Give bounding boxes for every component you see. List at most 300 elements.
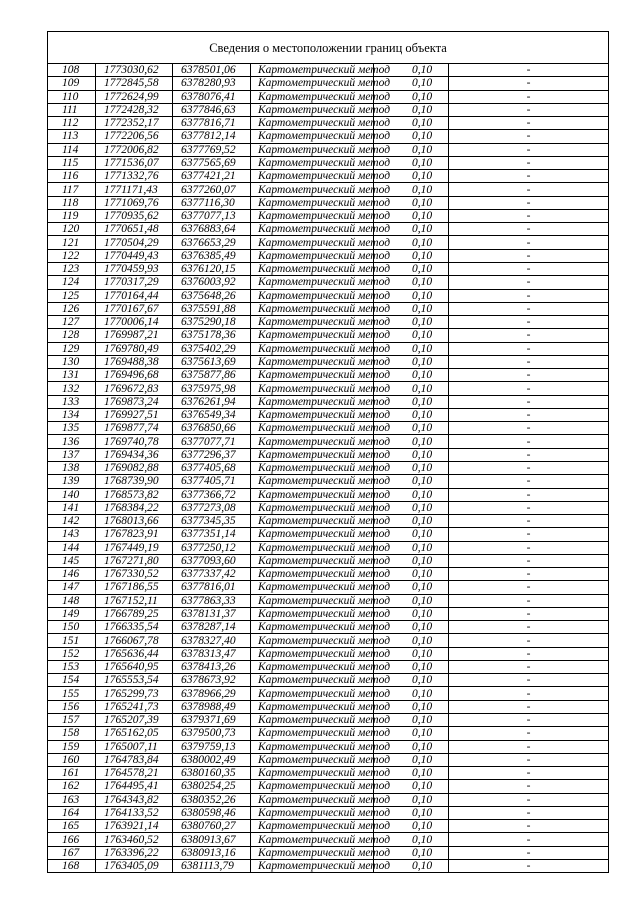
y-coordinate-cell: 6380598,46 xyxy=(173,806,251,819)
method-cell: Картометрический метод xyxy=(251,302,374,315)
x-coordinate-cell: 1765207,39 xyxy=(96,714,173,727)
y-coordinate-cell: 6377405,68 xyxy=(173,461,251,474)
x-coordinate-cell: 1766789,25 xyxy=(96,607,173,620)
note-cell: - xyxy=(449,581,609,594)
point-number-cell: 135 xyxy=(48,422,96,435)
table-row xyxy=(48,276,609,289)
method-cell: Картометрический метод xyxy=(251,196,374,209)
method-cell: Картометрический метод xyxy=(251,767,374,780)
point-number-cell: 109 xyxy=(48,77,96,90)
accuracy-cell: 0,10 xyxy=(374,249,449,262)
x-coordinate-cell: 1770459,93 xyxy=(96,262,173,275)
point-number-cell: 149 xyxy=(48,607,96,620)
y-coordinate-cell: 6377093,60 xyxy=(173,554,251,567)
method-cell: Картометрический метод xyxy=(251,316,374,329)
y-coordinate-cell: 6378327,40 xyxy=(173,634,251,647)
y-coordinate-cell: 6379371,69 xyxy=(173,714,251,727)
method-cell: Картометрический метод xyxy=(251,714,374,727)
table-row xyxy=(48,780,609,793)
table-row xyxy=(48,355,609,368)
x-coordinate-cell: 1769496,68 xyxy=(96,369,173,382)
note-cell: - xyxy=(449,196,609,209)
accuracy-cell: 0,10 xyxy=(374,382,449,395)
note-cell: - xyxy=(449,714,609,727)
y-coordinate-cell: 6381113,79 xyxy=(173,859,251,872)
accuracy-cell: 0,10 xyxy=(374,369,449,382)
accuracy-cell: 0,10 xyxy=(374,660,449,673)
point-number-cell: 113 xyxy=(48,130,96,143)
table-row xyxy=(48,621,609,634)
note-cell: - xyxy=(449,302,609,315)
method-cell: Картометрический метод xyxy=(251,488,374,501)
point-number-cell: 150 xyxy=(48,621,96,634)
note-cell: - xyxy=(449,276,609,289)
x-coordinate-cell: 1767330,52 xyxy=(96,568,173,581)
note-cell: - xyxy=(449,355,609,368)
note-cell: - xyxy=(449,528,609,541)
method-cell: Картометрический метод xyxy=(251,846,374,859)
accuracy-cell: 0,10 xyxy=(374,209,449,222)
accuracy-cell: 0,10 xyxy=(374,289,449,302)
point-number-cell: 111 xyxy=(48,103,96,116)
point-number-cell: 145 xyxy=(48,554,96,567)
y-coordinate-cell: 6378988,49 xyxy=(173,700,251,713)
note-cell: - xyxy=(449,249,609,262)
y-coordinate-cell: 6380760,27 xyxy=(173,820,251,833)
y-coordinate-cell: 6375648,26 xyxy=(173,289,251,302)
x-coordinate-cell: 1772428,32 xyxy=(96,103,173,116)
accuracy-cell: 0,10 xyxy=(374,90,449,103)
note-cell: - xyxy=(449,806,609,819)
x-coordinate-cell: 1767449,19 xyxy=(96,541,173,554)
method-cell: Картометрический метод xyxy=(251,554,374,567)
note-cell: - xyxy=(449,223,609,236)
y-coordinate-cell: 6376261,94 xyxy=(173,395,251,408)
table-row xyxy=(48,846,609,859)
point-number-cell: 108 xyxy=(48,64,96,77)
accuracy-cell: 0,10 xyxy=(374,846,449,859)
method-cell: Картометрический метод xyxy=(251,382,374,395)
note-cell: - xyxy=(449,395,609,408)
note-cell: - xyxy=(449,369,609,382)
note-cell: - xyxy=(449,634,609,647)
x-coordinate-cell: 1769873,24 xyxy=(96,395,173,408)
x-coordinate-cell: 1768384,22 xyxy=(96,501,173,514)
table-row xyxy=(48,859,609,872)
note-cell: - xyxy=(449,859,609,872)
accuracy-cell: 0,10 xyxy=(374,183,449,196)
point-number-cell: 152 xyxy=(48,647,96,660)
accuracy-cell: 0,10 xyxy=(374,196,449,209)
method-cell: Картометрический метод xyxy=(251,448,374,461)
x-coordinate-cell: 1771069,76 xyxy=(96,196,173,209)
method-cell: Картометрический метод xyxy=(251,833,374,846)
note-cell: - xyxy=(449,820,609,833)
accuracy-cell: 0,10 xyxy=(374,77,449,90)
table-row xyxy=(48,528,609,541)
method-cell: Картометрический метод xyxy=(251,594,374,607)
note-cell: - xyxy=(449,435,609,448)
table-row xyxy=(48,183,609,196)
point-number-cell: 128 xyxy=(48,329,96,342)
y-coordinate-cell: 6375613,69 xyxy=(173,355,251,368)
point-number-cell: 143 xyxy=(48,528,96,541)
method-cell: Картометрический метод xyxy=(251,700,374,713)
table-row xyxy=(48,700,609,713)
y-coordinate-cell: 6377345,35 xyxy=(173,515,251,528)
accuracy-cell: 0,10 xyxy=(374,634,449,647)
point-number-cell: 142 xyxy=(48,515,96,528)
x-coordinate-cell: 1769740,78 xyxy=(96,435,173,448)
note-cell: - xyxy=(449,156,609,169)
table-row xyxy=(48,209,609,222)
note-cell: - xyxy=(449,209,609,222)
table-row xyxy=(48,342,609,355)
point-number-cell: 167 xyxy=(48,846,96,859)
accuracy-cell: 0,10 xyxy=(374,435,449,448)
accuracy-cell: 0,10 xyxy=(374,740,449,753)
method-cell: Картометрический метод xyxy=(251,674,374,687)
x-coordinate-cell: 1765636,44 xyxy=(96,647,173,660)
x-coordinate-cell: 1773030,62 xyxy=(96,64,173,77)
point-number-cell: 158 xyxy=(48,727,96,740)
table-row xyxy=(48,448,609,461)
note-cell: - xyxy=(449,554,609,567)
x-coordinate-cell: 1770006,14 xyxy=(96,316,173,329)
point-number-cell: 166 xyxy=(48,833,96,846)
y-coordinate-cell: 6378280,93 xyxy=(173,77,251,90)
x-coordinate-cell: 1769672,83 xyxy=(96,382,173,395)
note-cell: - xyxy=(449,727,609,740)
point-number-cell: 155 xyxy=(48,687,96,700)
y-coordinate-cell: 6380254,25 xyxy=(173,780,251,793)
table-row xyxy=(48,196,609,209)
y-coordinate-cell: 6376549,34 xyxy=(173,408,251,421)
accuracy-cell: 0,10 xyxy=(374,793,449,806)
point-number-cell: 153 xyxy=(48,660,96,673)
x-coordinate-cell: 1763405,09 xyxy=(96,859,173,872)
method-cell: Картометрический метод xyxy=(251,209,374,222)
accuracy-cell: 0,10 xyxy=(374,236,449,249)
note-cell: - xyxy=(449,647,609,660)
accuracy-cell: 0,10 xyxy=(374,767,449,780)
accuracy-cell: 0,10 xyxy=(374,408,449,421)
method-cell: Картометрический метод xyxy=(251,461,374,474)
method-cell: Картометрический метод xyxy=(251,435,374,448)
method-cell: Картометрический метод xyxy=(251,236,374,249)
table-row xyxy=(48,833,609,846)
point-number-cell: 168 xyxy=(48,859,96,872)
accuracy-cell: 0,10 xyxy=(374,621,449,634)
point-number-cell: 164 xyxy=(48,806,96,819)
table-row xyxy=(48,223,609,236)
accuracy-cell: 0,10 xyxy=(374,156,449,169)
table-title-row xyxy=(48,32,609,64)
table-row xyxy=(48,475,609,488)
x-coordinate-cell: 1770167,67 xyxy=(96,302,173,315)
table-row xyxy=(48,594,609,607)
table-row xyxy=(48,541,609,554)
method-cell: Картометрический метод xyxy=(251,143,374,156)
x-coordinate-cell: 1770935,62 xyxy=(96,209,173,222)
accuracy-cell: 0,10 xyxy=(374,820,449,833)
y-coordinate-cell: 6377812,14 xyxy=(173,130,251,143)
point-number-cell: 129 xyxy=(48,342,96,355)
method-cell: Картометрический метод xyxy=(251,859,374,872)
point-number-cell: 114 xyxy=(48,143,96,156)
x-coordinate-cell: 1769434,36 xyxy=(96,448,173,461)
y-coordinate-cell: 6378131,37 xyxy=(173,607,251,620)
note-cell: - xyxy=(449,674,609,687)
table-row xyxy=(48,249,609,262)
y-coordinate-cell: 6377846,63 xyxy=(173,103,251,116)
point-number-cell: 121 xyxy=(48,236,96,249)
table-row xyxy=(48,302,609,315)
note-cell: - xyxy=(449,700,609,713)
y-coordinate-cell: 6380913,16 xyxy=(173,846,251,859)
note-cell: - xyxy=(449,408,609,421)
method-cell: Картометрический метод xyxy=(251,541,374,554)
point-number-cell: 136 xyxy=(48,435,96,448)
point-number-cell: 127 xyxy=(48,316,96,329)
point-number-cell: 112 xyxy=(48,117,96,130)
note-cell: - xyxy=(449,170,609,183)
table-row xyxy=(48,143,609,156)
y-coordinate-cell: 6376653,29 xyxy=(173,236,251,249)
y-coordinate-cell: 6377116,30 xyxy=(173,196,251,209)
y-coordinate-cell: 6378673,92 xyxy=(173,674,251,687)
accuracy-cell: 0,10 xyxy=(374,130,449,143)
table-row xyxy=(48,607,609,620)
point-number-cell: 122 xyxy=(48,249,96,262)
method-cell: Картометрический метод xyxy=(251,289,374,302)
x-coordinate-cell: 1769082,88 xyxy=(96,461,173,474)
method-cell: Картометрический метод xyxy=(251,621,374,634)
point-number-cell: 123 xyxy=(48,262,96,275)
y-coordinate-cell: 6378501,06 xyxy=(173,64,251,77)
note-cell: - xyxy=(449,130,609,143)
y-coordinate-cell: 6380352,26 xyxy=(173,793,251,806)
method-cell: Картометрический метод xyxy=(251,820,374,833)
table-row xyxy=(48,753,609,766)
note-cell: - xyxy=(449,77,609,90)
point-number-cell: 132 xyxy=(48,382,96,395)
x-coordinate-cell: 1770164,44 xyxy=(96,289,173,302)
x-coordinate-cell: 1765299,73 xyxy=(96,687,173,700)
point-number-cell: 115 xyxy=(48,156,96,169)
method-cell: Картометрический метод xyxy=(251,408,374,421)
point-number-cell: 159 xyxy=(48,740,96,753)
accuracy-cell: 0,10 xyxy=(374,674,449,687)
note-cell: - xyxy=(449,103,609,116)
table-row xyxy=(48,820,609,833)
y-coordinate-cell: 6379759,13 xyxy=(173,740,251,753)
table-row xyxy=(48,687,609,700)
table-row xyxy=(48,289,609,302)
x-coordinate-cell: 1764783,84 xyxy=(96,753,173,766)
note-cell: - xyxy=(449,143,609,156)
x-coordinate-cell: 1772206,56 xyxy=(96,130,173,143)
x-coordinate-cell: 1772006,82 xyxy=(96,143,173,156)
method-cell: Картометрический метод xyxy=(251,103,374,116)
method-cell: Картометрический метод xyxy=(251,64,374,77)
x-coordinate-cell: 1769780,49 xyxy=(96,342,173,355)
method-cell: Картометрический метод xyxy=(251,740,374,753)
x-coordinate-cell: 1772845,58 xyxy=(96,77,173,90)
method-cell: Картометрический метод xyxy=(251,634,374,647)
y-coordinate-cell: 6377565,69 xyxy=(173,156,251,169)
accuracy-cell: 0,10 xyxy=(374,687,449,700)
accuracy-cell: 0,10 xyxy=(374,422,449,435)
point-number-cell: 133 xyxy=(48,395,96,408)
y-coordinate-cell: 6377296,37 xyxy=(173,448,251,461)
note-cell: - xyxy=(449,501,609,514)
table-row xyxy=(48,316,609,329)
method-cell: Картометрический метод xyxy=(251,753,374,766)
method-cell: Картометрический метод xyxy=(251,793,374,806)
method-cell: Картометрический метод xyxy=(251,369,374,382)
table-row xyxy=(48,422,609,435)
x-coordinate-cell: 1764578,21 xyxy=(96,767,173,780)
y-coordinate-cell: 6375402,29 xyxy=(173,342,251,355)
point-number-cell: 116 xyxy=(48,170,96,183)
x-coordinate-cell: 1766335,54 xyxy=(96,621,173,634)
y-coordinate-cell: 6377077,13 xyxy=(173,209,251,222)
x-coordinate-cell: 1767271,80 xyxy=(96,554,173,567)
note-cell: - xyxy=(449,607,609,620)
point-number-cell: 117 xyxy=(48,183,96,196)
y-coordinate-cell: 6377077,71 xyxy=(173,435,251,448)
table-row xyxy=(48,369,609,382)
table-body xyxy=(48,64,609,873)
table-row xyxy=(48,117,609,130)
table-row xyxy=(48,170,609,183)
x-coordinate-cell: 1772352,17 xyxy=(96,117,173,130)
x-coordinate-cell: 1769488,38 xyxy=(96,355,173,368)
note-cell: - xyxy=(449,329,609,342)
y-coordinate-cell: 6377366,72 xyxy=(173,488,251,501)
note-cell: - xyxy=(449,780,609,793)
method-cell: Картометрический метод xyxy=(251,249,374,262)
table-row xyxy=(48,660,609,673)
method-cell: Картометрический метод xyxy=(251,223,374,236)
method-cell: Картометрический метод xyxy=(251,568,374,581)
x-coordinate-cell: 1765007,11 xyxy=(96,740,173,753)
x-coordinate-cell: 1770317,29 xyxy=(96,276,173,289)
accuracy-cell: 0,10 xyxy=(374,262,449,275)
y-coordinate-cell: 6380002,49 xyxy=(173,753,251,766)
x-coordinate-cell: 1763396,22 xyxy=(96,846,173,859)
accuracy-cell: 0,10 xyxy=(374,515,449,528)
point-number-cell: 156 xyxy=(48,700,96,713)
point-number-cell: 162 xyxy=(48,780,96,793)
method-cell: Картометрический метод xyxy=(251,395,374,408)
point-number-cell: 144 xyxy=(48,541,96,554)
accuracy-cell: 0,10 xyxy=(374,727,449,740)
x-coordinate-cell: 1770504,29 xyxy=(96,236,173,249)
table-row xyxy=(48,77,609,90)
note-cell: - xyxy=(449,568,609,581)
accuracy-cell: 0,10 xyxy=(374,753,449,766)
y-coordinate-cell: 6377863,33 xyxy=(173,594,251,607)
accuracy-cell: 0,10 xyxy=(374,833,449,846)
table-row xyxy=(48,727,609,740)
method-cell: Картометрический метод xyxy=(251,130,374,143)
y-coordinate-cell: 6375178,36 xyxy=(173,329,251,342)
method-cell: Картометрический метод xyxy=(251,90,374,103)
method-cell: Картометрический метод xyxy=(251,727,374,740)
y-coordinate-cell: 6378413,26 xyxy=(173,660,251,673)
note-cell: - xyxy=(449,236,609,249)
note-cell: - xyxy=(449,316,609,329)
y-coordinate-cell: 6377260,07 xyxy=(173,183,251,196)
note-cell: - xyxy=(449,660,609,673)
note-cell: - xyxy=(449,117,609,130)
point-number-cell: 157 xyxy=(48,714,96,727)
table-row xyxy=(48,329,609,342)
table-row xyxy=(48,634,609,647)
point-number-cell: 119 xyxy=(48,209,96,222)
point-number-cell: 110 xyxy=(48,90,96,103)
table-row xyxy=(48,767,609,780)
x-coordinate-cell: 1771536,07 xyxy=(96,156,173,169)
table-row xyxy=(48,647,609,660)
y-coordinate-cell: 6376120,15 xyxy=(173,262,251,275)
y-coordinate-cell: 6375877,86 xyxy=(173,369,251,382)
note-cell: - xyxy=(449,262,609,275)
x-coordinate-cell: 1771332,76 xyxy=(96,170,173,183)
accuracy-cell: 0,10 xyxy=(374,475,449,488)
y-coordinate-cell: 6380160,35 xyxy=(173,767,251,780)
x-coordinate-cell: 1770651,48 xyxy=(96,223,173,236)
point-number-cell: 120 xyxy=(48,223,96,236)
accuracy-cell: 0,10 xyxy=(374,355,449,368)
table-row xyxy=(48,103,609,116)
method-cell: Картометрический метод xyxy=(251,156,374,169)
accuracy-cell: 0,10 xyxy=(374,554,449,567)
accuracy-cell: 0,10 xyxy=(374,316,449,329)
point-number-cell: 160 xyxy=(48,753,96,766)
y-coordinate-cell: 6376385,49 xyxy=(173,249,251,262)
y-coordinate-cell: 6379500,73 xyxy=(173,727,251,740)
accuracy-cell: 0,10 xyxy=(374,276,449,289)
note-cell: - xyxy=(449,740,609,753)
table-row xyxy=(48,395,609,408)
point-number-cell: 118 xyxy=(48,196,96,209)
y-coordinate-cell: 6378076,41 xyxy=(173,90,251,103)
note-cell: - xyxy=(449,767,609,780)
method-cell: Картометрический метод xyxy=(251,355,374,368)
y-coordinate-cell: 6377351,14 xyxy=(173,528,251,541)
y-coordinate-cell: 6375591,88 xyxy=(173,302,251,315)
table-row xyxy=(48,382,609,395)
method-cell: Картометрический метод xyxy=(251,183,374,196)
point-number-cell: 124 xyxy=(48,276,96,289)
point-number-cell: 131 xyxy=(48,369,96,382)
x-coordinate-cell: 1769927,51 xyxy=(96,408,173,421)
y-coordinate-cell: 6377273,08 xyxy=(173,501,251,514)
x-coordinate-cell: 1766067,78 xyxy=(96,634,173,647)
note-cell: - xyxy=(449,461,609,474)
y-coordinate-cell: 6377405,71 xyxy=(173,475,251,488)
y-coordinate-cell: 6377250,12 xyxy=(173,541,251,554)
point-number-cell: 146 xyxy=(48,568,96,581)
note-cell: - xyxy=(449,422,609,435)
y-coordinate-cell: 6377421,21 xyxy=(173,170,251,183)
note-cell: - xyxy=(449,793,609,806)
point-number-cell: 130 xyxy=(48,355,96,368)
table-row xyxy=(48,156,609,169)
